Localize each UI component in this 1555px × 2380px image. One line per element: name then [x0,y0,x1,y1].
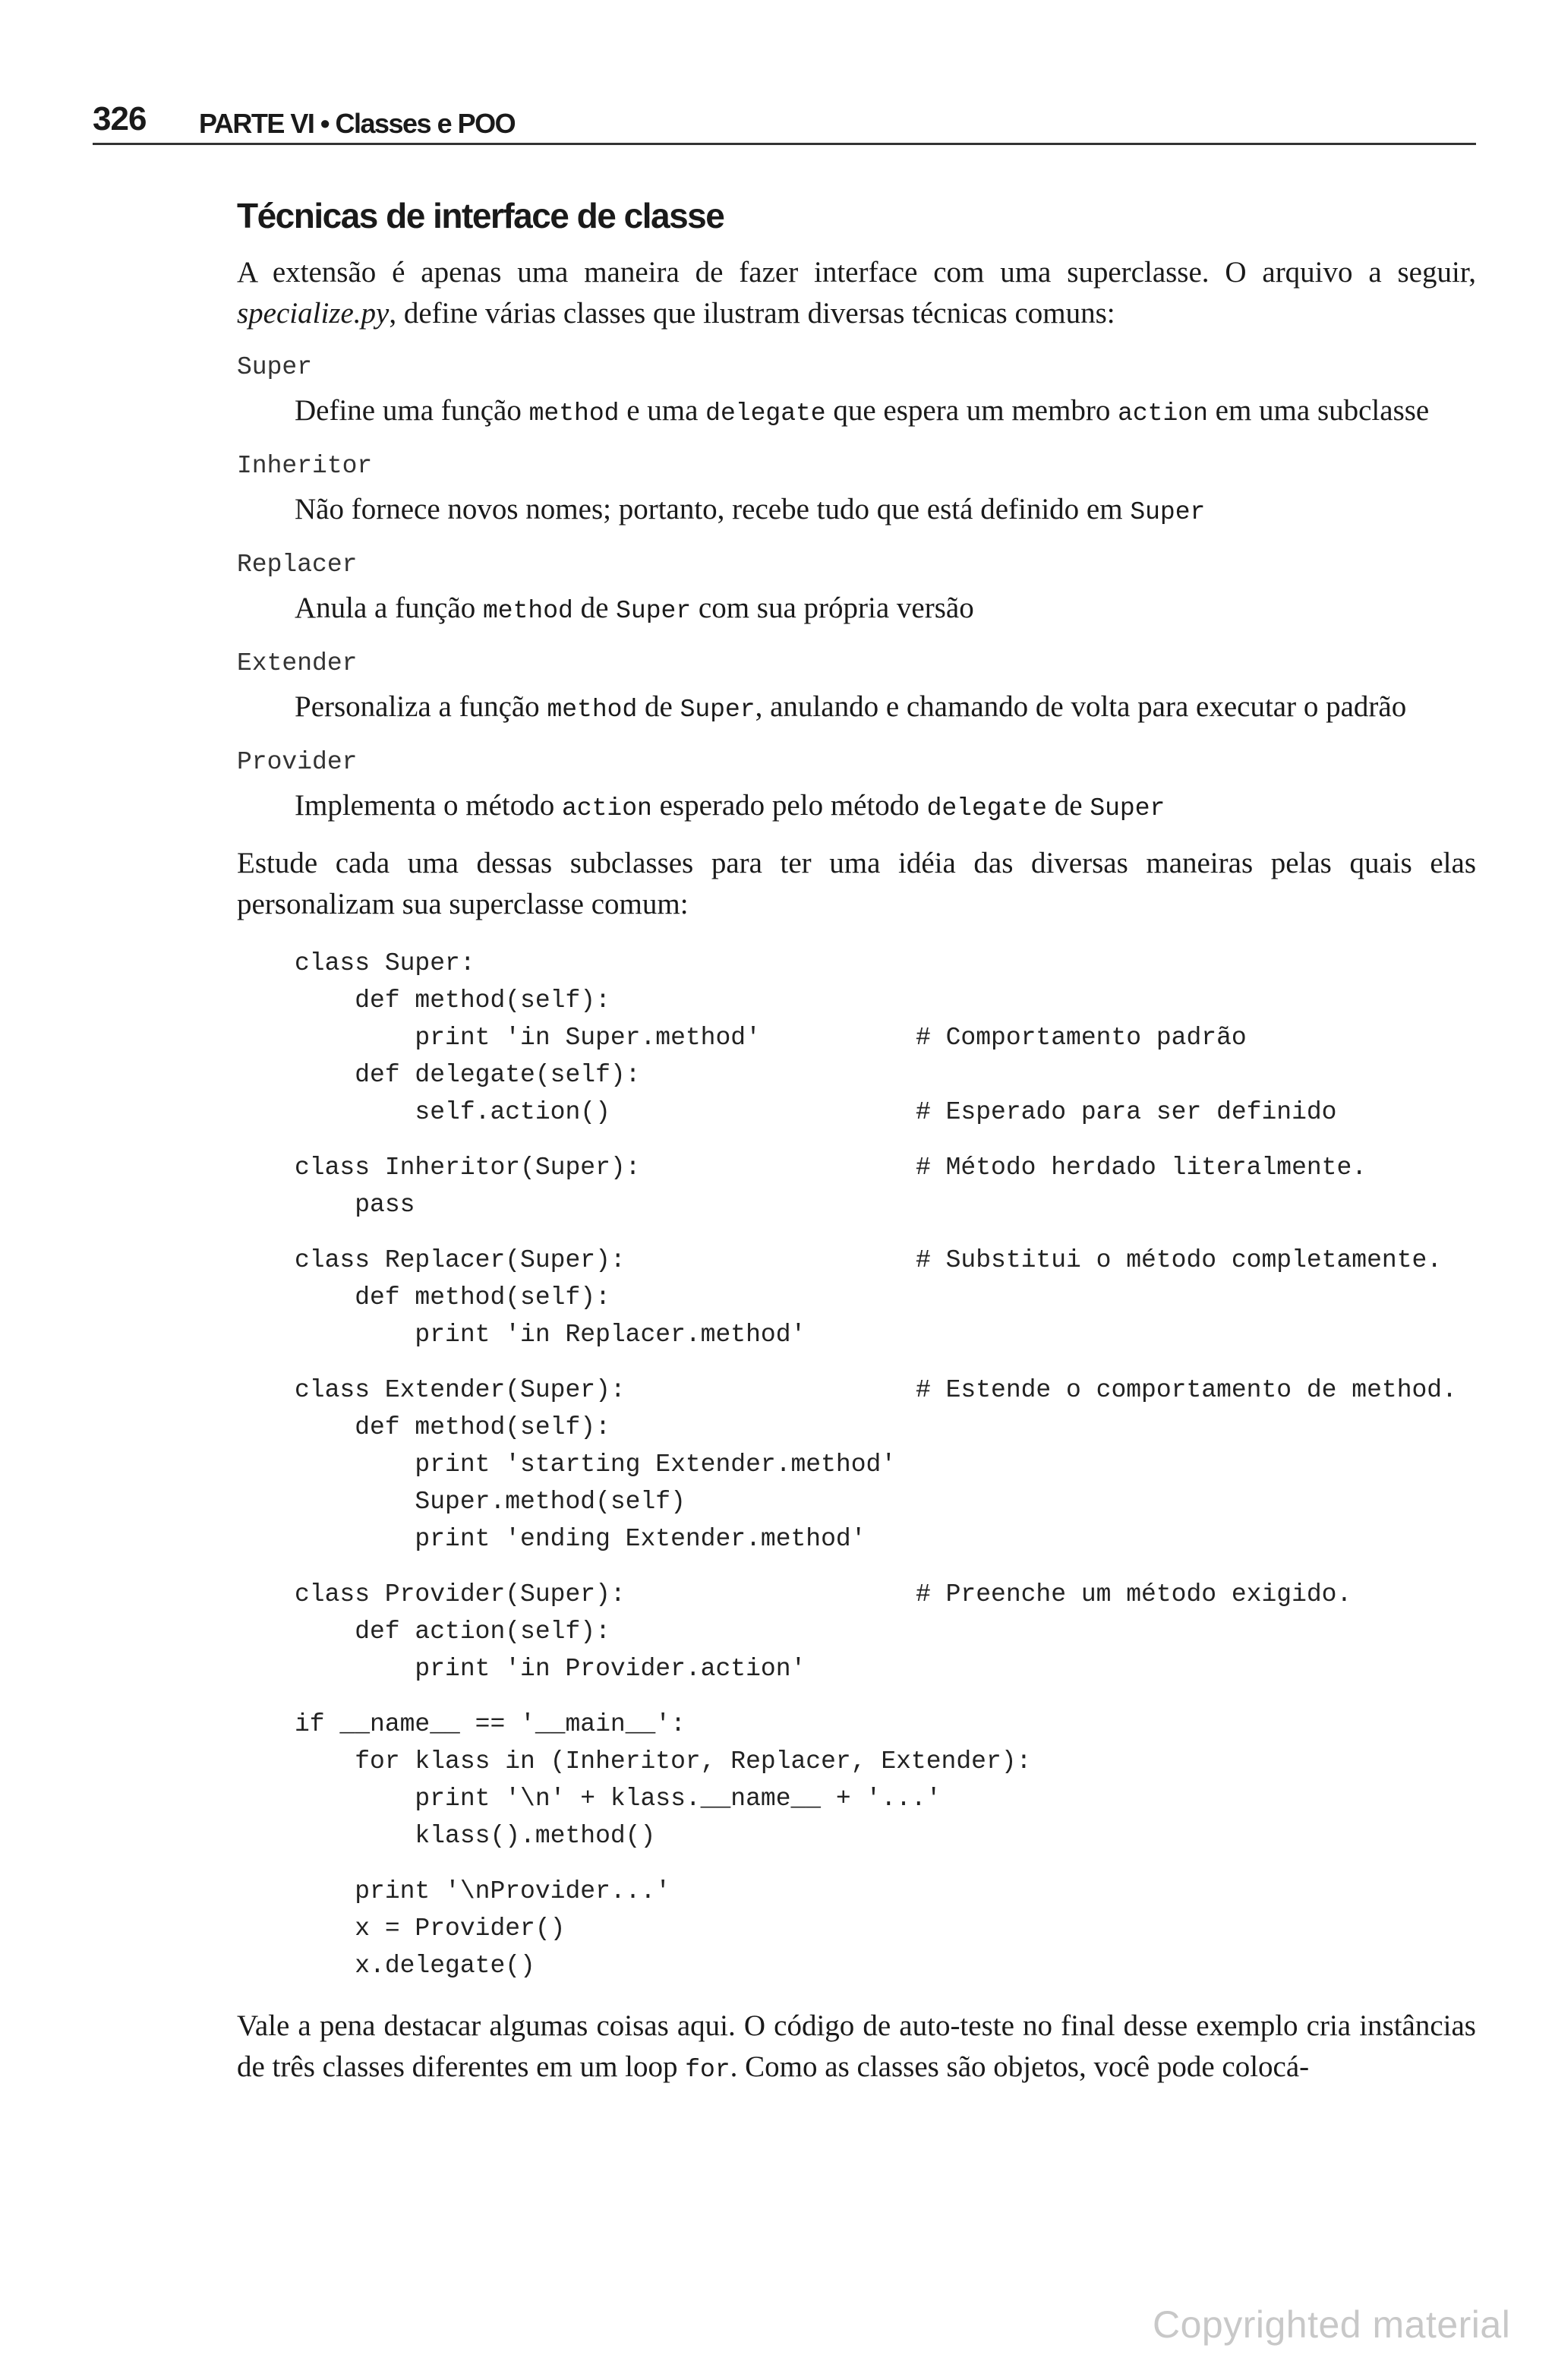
def-code: delegate [926,794,1047,822]
def-text: esperado pelo método [651,789,927,822]
code-line [295,1279,1476,1316]
code-text: x.delegate() [295,1952,535,1980]
definition-description-provider [295,785,1476,829]
closing-text-start: Vale a pena destacar algumas coisas aqui. O código de auto-teste no final desse exemplo cria instâncias de três classes diferentes em um loop [237,2009,1476,2083]
code-block [295,1873,1476,1984]
def-text: Implementa o método [295,789,562,822]
code-comment: # Comportamento padrão [916,1024,1247,1052]
code-text: self.action() [295,1098,610,1126]
code-text: class Super: [295,949,475,977]
code-line [295,1743,1476,1780]
code-text: print 'in Provider.action' [295,1655,806,1683]
code-line [295,1576,1476,1613]
closing-text-end: . Como as classes são objetos, você pode colocá- [730,2050,1310,2083]
code-line [295,1316,1476,1353]
code-line [295,1019,1476,1056]
code-line [295,1706,1476,1743]
code-line [295,1056,1476,1094]
def-text: e uma [619,394,706,427]
def-text: de [1047,789,1090,822]
code-line [295,1817,1476,1854]
code-line [295,1910,1476,1947]
code-text: class Extender(Super): [295,1376,626,1404]
definition-term-super: Super [237,353,313,381]
code-line [295,1650,1476,1687]
intro-filename: specialize.py [237,297,390,330]
code-block [295,1149,1476,1223]
copyright-watermark: Copyrighted material [1153,2303,1511,2346]
header-rule [93,143,1476,145]
code-text: class Inheritor(Super): [295,1154,641,1182]
def-text: em uma subclasse [1207,394,1430,427]
part-label: PARTE VI • Classes e POO [199,108,516,139]
code-line [295,1186,1476,1223]
def-text: Personaliza a função [295,690,547,723]
intro-paragraph [237,252,1476,334]
code-block [295,1242,1476,1353]
code-line [295,982,1476,1019]
code-text: x = Provider() [295,1914,566,1943]
code-listing [295,945,1476,1984]
def-text: Não fornece novos nomes; portanto, recebe tudo que está definido em [295,493,1131,526]
code-block [295,1706,1476,1854]
def-code: Super [1130,498,1206,526]
code-line [295,1446,1476,1483]
definition-term-extender: Extender [237,649,358,677]
page-content [237,193,1476,2091]
def-text: Anula a função [295,592,483,624]
code-text: class Provider(Super): [295,1580,626,1608]
code-block [295,945,1476,1131]
code-text: class Replacer(Super): [295,1246,626,1274]
code-block [295,1371,1476,1558]
code-line [295,945,1476,982]
code-line [295,1149,1476,1186]
section-heading: Técnicas de interface de classe [237,196,724,235]
definition-description-inheritor [295,489,1476,533]
definition-description-super [295,390,1476,434]
intro-text-start: A extensão é apenas uma maneira de fazer interface com uma superclasse. O arquivo a seguir, [237,256,1476,289]
definition-description-replacer [295,588,1476,632]
code-text: print 'in Super.method' [295,1024,761,1052]
code-text: for klass in (Inheritor, Replacer, Extender): [295,1747,1032,1776]
code-text: if __name__ == '__main__': [295,1710,686,1738]
definition-term-inheritor: Inheritor [237,452,373,480]
def-code: delegate [705,399,826,428]
code-line [295,1520,1476,1558]
code-text: klass().method() [295,1822,656,1850]
definition-term-replacer: Replacer [237,551,358,579]
code-comment: # Estende o comportamento de method. [916,1376,1457,1404]
intro-text-end: , define várias classes que ilustram diversas técnicas comuns: [389,297,1115,330]
running-header [93,97,1476,144]
def-code: method [482,597,573,625]
page-number: 326 [93,100,147,137]
def-text: , anulando e chamando de volta para executar o padrão [755,690,1407,723]
code-text: print '\nProvider...' [295,1877,671,1905]
def-code: action [1118,399,1208,428]
def-text: com sua própria versão [691,592,974,624]
def-code: method [547,696,638,724]
definition-description-extender [295,687,1476,731]
code-text: def method(self): [295,1283,610,1312]
def-code: Super [1090,794,1165,822]
code-line [295,1409,1476,1446]
def-code: Super [680,696,755,724]
code-comment: # Substitui o método completamente. [916,1246,1443,1274]
closing-code: for [685,2056,730,2084]
code-text: print 'starting Extender.method' [295,1450,897,1479]
def-text: Define uma função [295,394,529,427]
code-text: print 'ending Extender.method' [295,1525,866,1553]
study-paragraph: Estude cada uma dessas subclasses para ter uma idéia das diversas maneiras pelas quais elas personalizam sua superclasse comum: [237,847,1476,920]
code-text: print '\n' + klass.__name__ + '...' [295,1785,942,1813]
code-line [295,1613,1476,1650]
closing-paragraph [237,2006,1476,2091]
definition-term-provider: Provider [237,748,358,776]
code-text: Super.method(self) [295,1488,686,1516]
code-text: print 'in Replacer.method' [295,1321,806,1349]
def-code: Super [616,597,692,625]
def-text: de [572,592,617,624]
def-code: action [562,794,652,822]
code-line [295,1094,1476,1131]
def-text: que espera um membro [825,394,1118,427]
def-code: method [528,399,620,428]
code-comment: # Método herdado literalmente. [916,1154,1367,1182]
code-text: def action(self): [295,1618,610,1646]
code-line [295,1873,1476,1910]
code-block [295,1576,1476,1687]
code-comment: # Preenche um método exigido. [916,1580,1352,1608]
code-line [295,1947,1476,1984]
code-text: def delegate(self): [295,1061,641,1089]
code-line [295,1242,1476,1279]
def-text: de [637,690,680,723]
definition-list [237,349,1476,829]
code-text: pass [295,1191,415,1219]
code-text: def method(self): [295,1413,610,1441]
code-comment: # Esperado para ser definido [916,1098,1337,1126]
code-text: def method(self): [295,986,610,1015]
code-line [295,1483,1476,1520]
code-line [295,1371,1476,1409]
code-line [295,1780,1476,1817]
